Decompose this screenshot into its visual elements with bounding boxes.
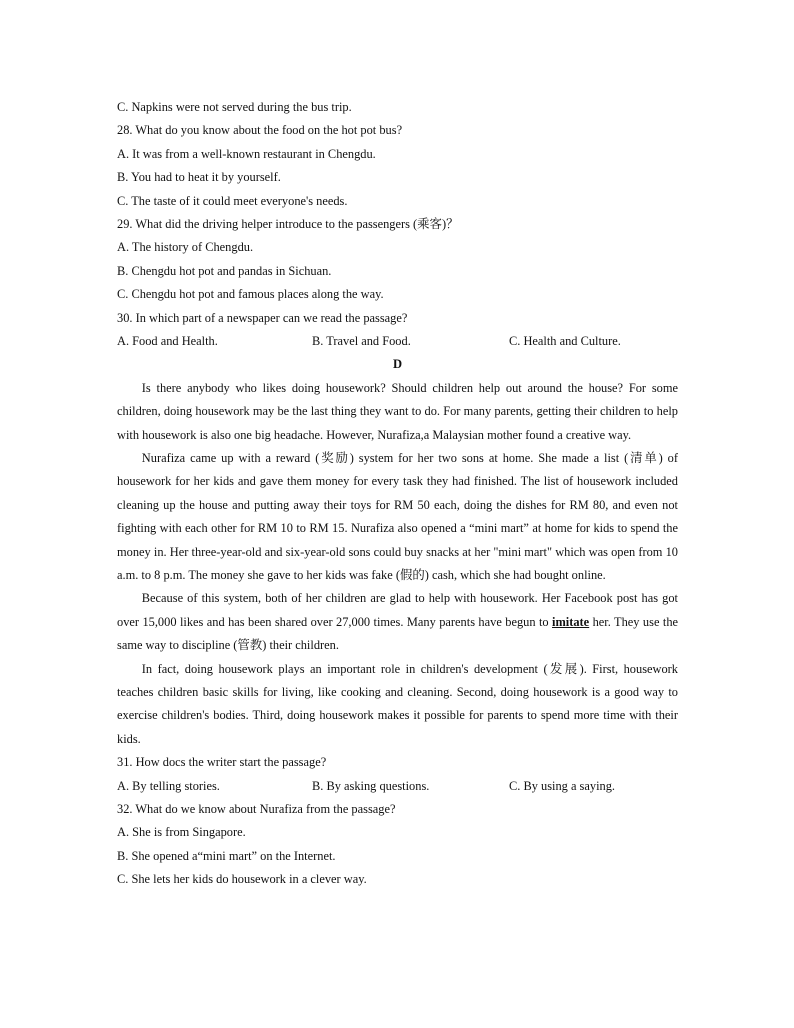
paragraph-3-text-before: Because of this system, both of her children are glad to help with housework. Her Facebook post has got over 15,000 likes and has been shared over 27,000 times. Many parents have begun to — [117, 591, 678, 629]
section-d-title: D — [392, 357, 403, 372]
q28-option-a: A. It was from a well-known restaurant in Chengdu. — [117, 146, 376, 161]
q32-question: 32. What do we know about Nurafiza from the passage? — [117, 801, 396, 816]
q32-option-a: A. She is from Singapore. — [117, 825, 246, 840]
q29-option-c: C. Chengdu hot pot and famous places along the way. — [117, 287, 384, 302]
q31-option-c: C. By using a saying. — [509, 778, 616, 793]
q31-option-b: B. By asking questions. — [312, 778, 430, 793]
q28-option-c: C. The taste of it could meet everyone's needs. — [117, 193, 348, 208]
q29-option-a: A. The history of Chengdu. — [117, 240, 254, 255]
q29-question: 29. What did the driving helper introduce to the passengers (乘客)？ — [117, 216, 459, 231]
q28-option-b: B. You had to heat it by yourself. — [117, 170, 281, 185]
passage-paragraph-4: In fact, doing housework plays an important role in children's development (发展). First, housework teaches children basic skills for living, like cooking and cleaning. Second, doing housework is a good way to exercise children's bodies. Third, doing housework makes it possible for parents to spend more time with their kids. — [117, 661, 678, 746]
q30-option-b: B. Travel and Food. — [312, 333, 411, 348]
q28-question: 28. What do you know about the food on the hot pot bus? — [117, 123, 403, 138]
q32-option-b: B. She opened a“mini mart” on the Internet. — [117, 848, 336, 863]
q30-option-c: C. Health and Culture. — [509, 333, 621, 348]
q31-question: 31. How docs the writer start the passage? — [117, 755, 327, 770]
q29-option-b: B. Chengdu hot pot and pandas in Sichuan. — [117, 263, 332, 278]
q27-option-c: C. Napkins were not served during the bus trip. — [117, 100, 352, 114]
q30-question: 30. In which part of a newspaper can we read the passage? — [117, 310, 408, 325]
passage-paragraph-3 — [117, 587, 678, 657]
passage-paragraph-1: Is there anybody who likes doing housework? Should children help out around the house? For some children, doing housework may be the last thing they want to do. For many parents, getting their children to help with housework is also one big headache. However, Nurafiza,a Malaysian mother found a creative way. — [117, 380, 678, 442]
q31-options — [117, 775, 678, 798]
passage-paragraph-2: Nurafiza came up with a reward (奖励) system for her two sons at home. She made a list (清单) of housework for her kids and gave them money for every task they had finished. The list of housework included cleaning up the house and putting away their toys for RM 50 each, doing the dishes for RM 80, and even not fighting with each other for RM 10 to RM 15. Nurafiza also opened a “mini mart” at home for kids to spend the money in. Her three-year-old and six-year-old sons could buy snacks at her "mini mart" which was open from 10 a.m. to 8 p.m. The money she gave to her kids was fake (假的) cash, which she had bought online. — [117, 450, 678, 582]
q32-option-c: C. She lets her kids do housework in a clever way. — [117, 872, 367, 887]
q30-option-a: A. Food and Health. — [117, 333, 218, 348]
paragraph-3-text-after: her. They use the same way to discipline (管教) their children. — [117, 614, 679, 653]
q30-options — [117, 330, 678, 353]
exam-page — [117, 96, 678, 892]
q31-option-a: A. By telling stories. — [117, 778, 220, 793]
emphasized-word-imitate: imitate — [552, 614, 590, 629]
